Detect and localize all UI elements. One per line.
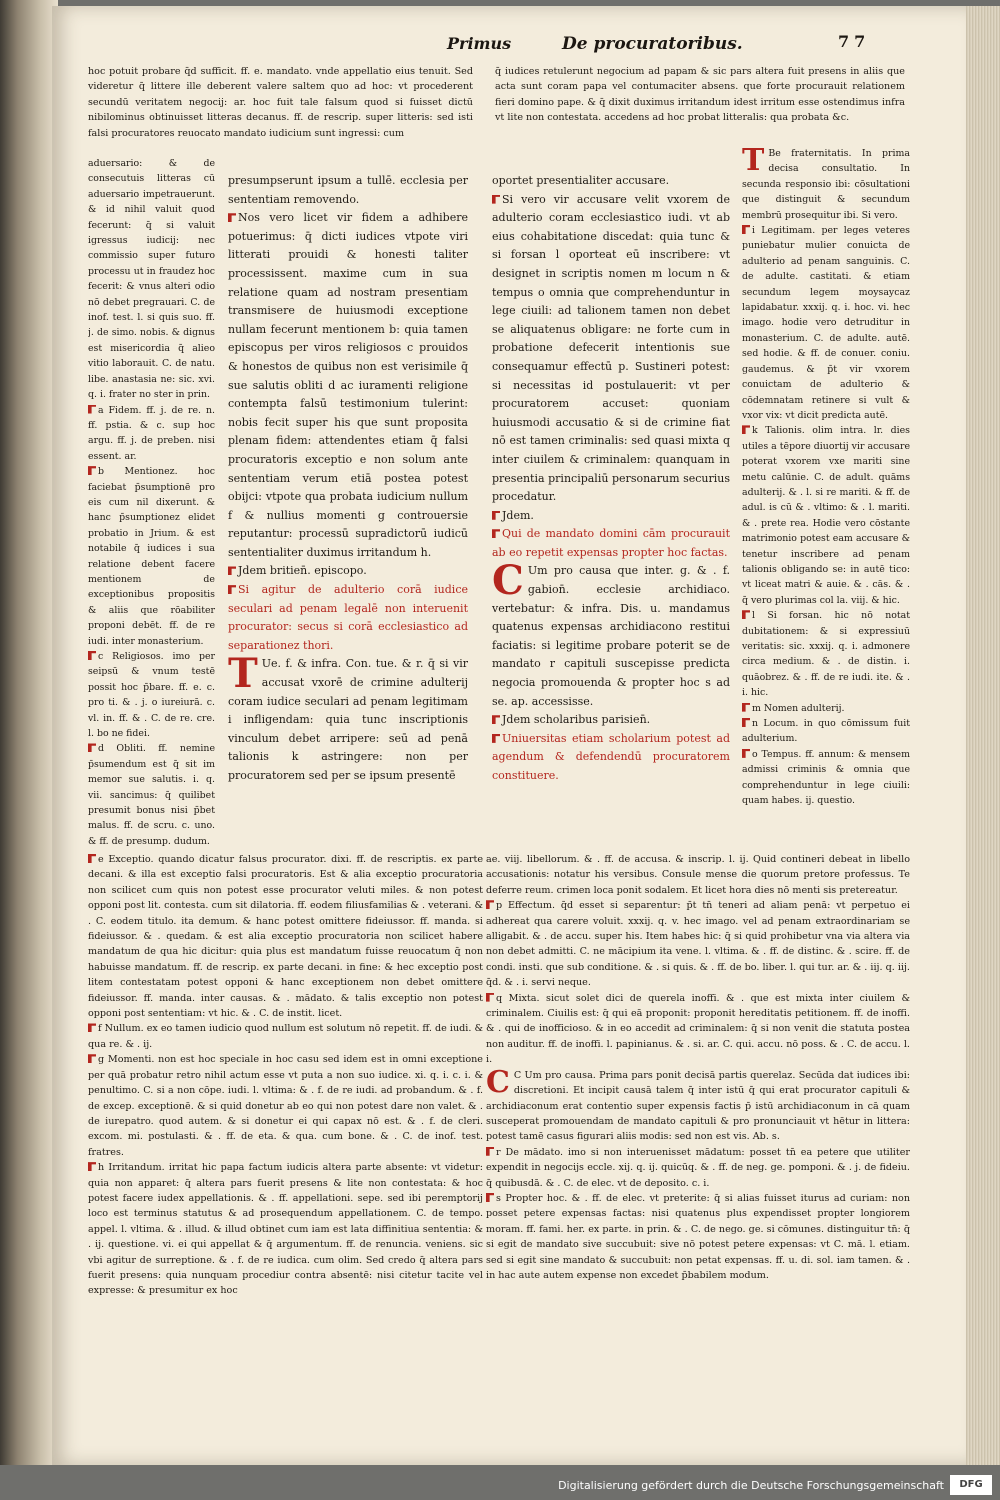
main-text-column-2 bbox=[492, 172, 730, 827]
paragraph-mark-icon bbox=[88, 743, 96, 752]
running-head-title: De procuratoribus. bbox=[562, 34, 743, 54]
margin-note bbox=[742, 608, 910, 700]
margin-note bbox=[742, 716, 910, 747]
margin-note: aduersario: & de consecutuis litteras cū aduersario impetrauerunt. & id nihil valuit quod fecerunt: q̄ si valuit igressus iudicij: nec commissio super futuro processu ut in fraudez hoc fecerit: & vnus alteri odio nō debet pregrauari. C. de inof. test. l. si quis suo. ff. j. de simo. nobis. & dignus est misericordia q̄ alieo vitio laborauit. C. de natu. libe. anastasia ne: sic. xvi. q. i. frater no ster in prin. bbox=[88, 158, 215, 401]
text-paragraph bbox=[492, 557, 730, 711]
funding-credit: Digitalisierung gefördert durch die Deutsche Forschungsgemeinschaft bbox=[558, 1479, 944, 1492]
paragraph-mark-icon bbox=[486, 993, 494, 1002]
paragraph-mark-icon bbox=[492, 734, 500, 743]
text-paragraph: oportet presentialiter accusare. bbox=[492, 174, 670, 187]
running-head-left: Primus bbox=[447, 34, 512, 53]
folio-number: 77 bbox=[838, 32, 871, 51]
rubric-heading bbox=[228, 581, 468, 655]
bottom-gloss-left bbox=[88, 852, 483, 1412]
initial-letter-icon: T bbox=[742, 146, 765, 178]
paragraph-mark-icon bbox=[492, 715, 500, 724]
text-paragraph bbox=[492, 507, 730, 526]
margin-note-text: b Mentionez. hoc faciebat p̄sumptionē pro eis cum nil dixerunt. & hanc p̄sumptionez elidet probatio in Jrium. & est notabile q̄ iudices i sua relatione debent facere mentionem de exceptionibus propositis & aliis que rōabiliter proponi debēt. ff. de re iudi. inter monasterium. bbox=[88, 466, 215, 647]
paragraph-mark-icon bbox=[742, 703, 750, 712]
paragraph-mark-icon bbox=[228, 585, 236, 594]
gloss-paragraph: ae. viij. libellorum. & . ff. de accusa. & inscrip. l. ij. Quid contineri debeat in libello accusationis: notatur his versibus. Consule mense die quorum pretore professus. Te deferre reum. crimen loca ponit sodalem. Et licet hora dies nō menti sis pretereatur. bbox=[486, 854, 910, 896]
running-head bbox=[52, 28, 970, 62]
margin-note bbox=[88, 741, 215, 849]
margin-note-text: Be fraternitatis. In prima decisa consultatio. In secunda responsio ibi: cōsultationi que distinguit & secundum membrū prosequitur ibi. Si vero. bbox=[742, 148, 910, 221]
margin-note-text: a Fidem. ff. j. de re. n. ff. pstia. & c. sup hoc argu. ff. j. de preben. nisi essent. ar. bbox=[88, 404, 215, 462]
gloss-paragraph: q̄ iudices retulerunt negocium ad papam & sic pars altera fuit presens in aliis que acta sunt coram papa vel contumaciter absens. que forte procurauit relationem fieri domino pape. & q̄ dixit duximus irritandum idest irritum esse ostendimus infra vt lite non contestata. accedens ad hoc probat litteralis: qua probata &c. bbox=[495, 66, 905, 124]
gloss-paragraph bbox=[486, 1191, 910, 1283]
paragraph-mark-icon bbox=[228, 566, 236, 575]
paragraph-mark-icon bbox=[88, 466, 96, 475]
margin-note-text: d Obliti. ff. nemine p̄sumendum est q̄ sit im memor sue salutis. i. q. vii. sancimus: q̄ quilibet presumit bonus nisi p̄bet malus. ff. de scru. c. uno. & ff. de presump. dudum. bbox=[88, 743, 215, 847]
paragraph-mark-icon bbox=[742, 749, 750, 758]
initial-letter: C bbox=[492, 557, 524, 605]
right-margin-gloss bbox=[742, 146, 910, 851]
text-paragraph-body: Si vero vir accusare velit vxorem de adulterio coram ecclesiastico iudi. vt ab eius cohabitatione discedat: quia tunc & si forsan l oporteat eū inscribere: vt designet in scriptis nomen m locum n & tempus o omnia que comprehenduntur in lege ciuili: ad talionem tamen non debet se aliquatenus obligare: ne forte cum in probatione defecerit intentionis sue consequamur effectū p. Sustineri potest: si necessitas id postulauerit: vt per procuratorem accuset: quoniam huiusmodi accusatio & si de crimine fiat nō est tamen criminalis: sed quasi mixta q inter ciuilem & criminalem: quanquam in presentia principaliū personarum securius procedatur. bbox=[492, 192, 730, 504]
gloss-paragraph-text: r De mādato. imo si non interuenisset mādatum: posset tn̄ ea petere que utiliter expendit in negocijs eccle. xij. q. ij. quicūq. & . ff. de neg. ge. pomponi. & . j. de fideiu. q̄ quibusdā. & . C. de elec. vt de deposito. c. i. bbox=[486, 1146, 910, 1189]
bottom-gloss-right bbox=[486, 852, 910, 1412]
dfg-logo[interactable]: DFG bbox=[950, 1475, 992, 1495]
text-paragraph bbox=[228, 650, 468, 785]
gloss-paragraph-text: q Mixta. sicut solet dici de querela inoffi. & . que est mixta inter ciuilem & criminalem. Ciuilis est: q̄ qui eā proponit: proponit hereditatis petitionem. ff. de inoffi. & . qui de inofficioso. & in eo accedit ad criminalem: q̄ si non venit die statuta postea non auditur. ff. de inoffi. l. papinianus. & . si. ar. C. qui. accu. nō poss. & . C. de accu. l. i. bbox=[486, 992, 910, 1066]
margin-note-text: i Legitimam. per leges veteres puniebatur mulier conuicta de adulterio ad penam sanguinis. C. de adulte. castitati. & etiam secundum legem moysaycaz lapidabatur. xxxij. q. i. hoc. vi. hec imago. hodie vero detruditur in monasterium. C. de adulte. autē. sed hodie. & ff. de conuer. coniu. gaudemus. & p̄t vir vxorem conuictam de adulterio & cōdemnatam retinere si vult & vxor vix: vt dicit predicta autē. bbox=[742, 225, 910, 421]
gloss-paragraph bbox=[486, 1145, 910, 1191]
margin-note-text: n Locum. in quo cōmissum fuit adulterium. bbox=[742, 718, 910, 745]
margin-note bbox=[742, 423, 910, 608]
paragraph-mark-icon bbox=[492, 529, 500, 538]
gloss-paragraph-text: f Nullum. ex eo tamen iudicio quod nullum est solutum nō repetit. ff. de iudi. & qua re. & . ij. bbox=[88, 1023, 483, 1050]
rubric-heading-text: Qui de mandato domini cām procurauit ab eo repetit expensas propter hoc factas. bbox=[492, 527, 730, 559]
margin-note bbox=[742, 747, 910, 809]
text-paragraph-body: Jdem scholaribus parisien̄. bbox=[502, 713, 651, 727]
margin-note-text: c Religiosos. imo per seipsū & vnum testē possit hoc p̄bare. ff. e. c. pro ti. & . j. o iureiurā. c. vl. in. ff. & . C. de re. cre. l. bo ne fidei. bbox=[88, 651, 215, 740]
text-paragraph-body: Um pro causa que inter. g. & . f. gabion̄. ecclesie archidiaco. vertebatur: & infra. Dis. u. mandamus quatenus expensas archidiacono restitui faciatis: si legitime probare poterit se de mandato r capituli suscepisse predicta negocia promouenda & propter hoc s ad se. ap. accessisse. bbox=[492, 564, 730, 708]
margin-note-text: k Talionis. olim intra. lr. dies utiles a tēpore diuortij vir accusare poterat vxorem vxe mariti sine metu calūnie. C. de adult. quāms adulterij. & . l. si re mariti. & ff. de adul. is cū & . vltimo: & . l. mariti. & . prete rea. Hodie vero cōstante matrimonio potest eam accusare & tenetur inscribere ad penam talionis obligando se: in autē tico: vt liceat matri & auie. & . cās. & . q̄ vero plurimas col la. viij. & hic. bbox=[742, 425, 910, 606]
rubric-heading bbox=[492, 525, 730, 562]
gloss-paragraph bbox=[88, 1052, 483, 1160]
digitization-footer bbox=[0, 1471, 1000, 1500]
book-page bbox=[52, 6, 970, 1465]
paragraph-mark-icon bbox=[492, 511, 500, 520]
gloss-paragraph-text: C Um pro causa. Prima pars ponit decisā partis querelaz. Secūda dat iudices ibi: discretioni. Et incipit causā talem q̄ inter istū q̄ qui erat procurator capituli & archidiaconum erat contentio super expensis factis p̄ istū archidiaconum in cā quam susceperat promouendam de mandato capituli & pro pronunciauit vt hētur in littera: potest tamē casus figurari aliis modis: sed non est vis. Ab. s. bbox=[486, 1069, 910, 1143]
paragraph-mark-icon bbox=[486, 1193, 494, 1202]
paragraph-mark-icon bbox=[88, 405, 96, 414]
previous-page-edge bbox=[0, 0, 58, 1465]
text-paragraph-body: Jdem. bbox=[502, 508, 534, 522]
text-paragraph-body: Jdem britien̄. episcopo. bbox=[238, 564, 367, 578]
paragraph-mark-icon bbox=[88, 1054, 96, 1063]
paragraph-mark-icon bbox=[742, 425, 750, 434]
text-paragraph: presumpserunt ipsum a tullē. ecclesia per sententiam removendo. bbox=[228, 174, 468, 206]
paragraph-mark-icon bbox=[228, 213, 236, 222]
margin-note bbox=[742, 223, 910, 423]
top-gloss-left bbox=[88, 64, 473, 156]
margin-note-text: l Si forsan. hic nō notat dubitationem: & si expressiuū veritatis: sic. xxxij. q. i. admonere circa medium. & . de distin. i. quāobrez. & . ff. de re iudi. ite. & . i. hic. bbox=[742, 610, 910, 699]
rubric-heading bbox=[492, 730, 730, 786]
paragraph-mark-icon bbox=[486, 900, 494, 909]
left-margin-gloss bbox=[88, 156, 215, 856]
margin-note bbox=[742, 146, 910, 223]
gloss-paragraph-text: g Momenti. non est hoc speciale in hoc casu sed idem est in omni exceptione per quā probatur retro nihil actum esse vt puta a non suo iudice. xi. q. i. c. i. & penultimo. C. si a non cōpe. iudi. l. vltima: & . f. de re iudi. ad probandum. & . f. de excep. exceptionē. & si quid donetur ab eo qui non potest dare non valet. & . de iurepatro. quod autem. & si donetur ei qui capax nō est. & . f. de cleri. excom. mi. postulasti. & . ff. de eta. & qua. cum bone. & . C. de inof. test. fratres. bbox=[88, 1054, 483, 1158]
gloss-paragraph-text: h Irritandum. irritat hic papa factum iudicis altera parte absente: vt videtur: quia non apparet: q̄ altera pars fuerit presens & lite non contestata: & hoc potest facere iudex appellationis. & . ff. appellationi. sepe. sed ibi peremptorij loco est terminus statutus & ad prosequendum appellationem. C. de tempo. appel. l. vltima. & . illud. & illud obtinet cum iam est lata diffinitiua sententia: & . ij. questione. vi. ei qui appellat & q̄ argumentum. ff. de renuncia. veniens. sic vbi agitur de surreptione. & . f. de re iudica. cum olim. Sed credo q̄ altera pars fuerit presens: quia nunquam procediur contra absentē: nisi citetur tacite vel expresse: & presumitur ex hoc bbox=[88, 1162, 483, 1297]
gloss-paragraph bbox=[486, 1064, 910, 1145]
rubric-heading-text: Si agitur de adulterio corā iudice seculari ad penam legalē non interuenit procurator: secus si corā ecclesiastico ad separationez thori. bbox=[228, 583, 468, 652]
text-paragraph bbox=[228, 562, 468, 581]
top-gloss-right bbox=[495, 64, 905, 156]
margin-note bbox=[88, 464, 215, 649]
page-fore-edge bbox=[966, 6, 1000, 1465]
text-paragraph-body: Ue. f. & infra. Con. tue. & r. q̄ si vir accusat vxorē de crimine adulterij coram iudice seculari ad penam legitimam i infligendam: quia tunc inscriptionis vinculum debet arripere: seū ad penā talionis k astringere: non per procuratorem sed per se ipsum presentē bbox=[228, 657, 468, 782]
paragraph-mark-icon bbox=[742, 225, 750, 234]
paragraph-mark-icon bbox=[88, 1023, 96, 1032]
gloss-paragraph bbox=[88, 852, 483, 1021]
paragraph-mark-icon bbox=[742, 610, 750, 619]
paragraph-mark-icon bbox=[88, 651, 96, 660]
paragraph-mark-icon bbox=[88, 854, 96, 863]
gloss-paragraph-text: s Propter hoc. & . ff. de elec. vt preterite: q̄ si alias fuisset iturus ad curiam: non posset petere expensas factas: nisi quatenus plus expendisset propter longiorem moram. ff. fami. her. ex parte. in prin. & . C. de nego. ge. si cōmunes. distinguitur tn̄: q̄ si egit de mandato sive succubuit: sive nō potest petere expensas: vt C. mā. l. etiam. sed si egit sine mandato & succubuit: non petat expensas. ff. u. di. sol. iam tamen. & . in hac aute autem expense non excedet p̄babilem modum. bbox=[486, 1192, 910, 1281]
gloss-paragraph bbox=[88, 1160, 483, 1299]
margin-note bbox=[88, 649, 215, 741]
gloss-paragraph-text: p Effectum. q̄d esset si separentur: p̄t tn̄ teneri ad aliam penā: vt perpetuo ei adhereat qua carere voluit. xxxij. q. v. hec imago. vel ad penam extraordinariam se alligabit. & . de accu. super his. Item habes hic: q̄ si quid prohibetur vna via altera via non debet admitti. C. ne mācipium ita vene. l. vltima. & . ff. de distinc. & . scire. ff. de condi. insti. que sub conditione. & . si quis. & . ff. de bo. liber. l. qui tur. ar. & . iij. q. iij. q̄d. & . i. servi neque. bbox=[486, 900, 910, 989]
initial-letter-icon: C bbox=[486, 1064, 510, 1100]
paragraph-mark-icon bbox=[88, 1162, 96, 1171]
initial-letter: T bbox=[228, 650, 258, 698]
text-paragraph bbox=[492, 191, 730, 507]
gloss-paragraph bbox=[486, 991, 910, 1068]
margin-note bbox=[742, 701, 910, 716]
main-text-column-1 bbox=[228, 172, 468, 852]
paragraph-mark-icon bbox=[492, 195, 500, 204]
gloss-paragraph: hoc potuit probare q̄d sufficit. ff. e. mandato. vnde appellatio eius tenuit. Sed videretur q̄ littere ille deberent valere saltem quo ad hoc: vt procederent secundū veritatem negocij: ar. hoc fuit tale falsum quod si fuisset dictū nibilominus obtinuisset litteras decanus. ff. de rescrip. super litteris: sed isti falsi procuratores reuocato mandato iudicium sunt ingressi: cum bbox=[88, 66, 473, 139]
margin-note-text: o Tempus. ff. annum: & mensem admissi criminis & omnia que comprehenduntur in lege ciuili: quam habes. ij. questio. bbox=[742, 748, 910, 807]
paragraph-mark-icon bbox=[742, 718, 750, 727]
gloss-paragraph bbox=[88, 1021, 483, 1052]
margin-note-text: m Nomen adulterij. bbox=[752, 702, 845, 714]
paragraph-mark-icon bbox=[486, 1147, 494, 1156]
text-paragraph bbox=[228, 209, 468, 562]
gloss-paragraph bbox=[486, 898, 910, 990]
text-paragraph bbox=[492, 711, 730, 730]
gloss-paragraph-text: e Exceptio. quando dicatur falsus procurator. dixi. ff. de rescriptis. ex parte decani. & illa est exceptio falsi procuratoris. Est & alia exceptio procuratoria non scilicet cum quis non potest esse procurator veluti miles. & non potest opponi post lit. contesta. cum sit dilatoria. ff. eodem filiusfamilias & . veterani. & . C. eodem titulo. ita demum. & hanc potest omittere fideiussor. ff. manda. si fideiussor. & . quedam. & est alia exceptio procuratoria non scilicet habere mandatum de qua hic dicitur: quia plus est mandatum fuisse reuocatum q̄ non habuisse mandatum. ff. de rescrip. ex parte decani. in fine: & hec exceptio post litem contestatam potest opponi & hanc exceptionem non debet omittere fideiussor. ff. manda. inter causas. & . mādato. & talis exceptio non potest opponi post sententiam: vt hic. & . C. de instit. licet. bbox=[88, 854, 483, 1020]
text-paragraph-body: Nos vero licet vir fidem a adhibere potuerimus: q̄ dicti iudices vtpote viri litterati prouidi & honesti taliter processissent. maxime cum in sua relatione quam ad nostram presentiam transmisere de huiusmodi exceptione nullam fecerunt mentionem b: quia tamen episcopus per viros religiosos c prouidos & honestos de quibus non est verisimile q̄ sue salutis obliti d ac iuramenti religione contempta falsū testimonium tulerint: nobis fecit super his que sunt proposita plenam fidem: attendentes etiam q̄ falsi procuratoris exceptio e non solum ante sententiam verum etiā postea potest obijci: vtpote qua probata iudicium nullum f & nullius momenti g controuersie reputantur: processū supradictorū iudicū sententialiter duximus irritandum h. bbox=[228, 211, 468, 559]
margin-note bbox=[88, 403, 215, 465]
rubric-heading-text: Uniuersitas etiam scholarium potest ad agendum & defendendū procuratorem constituere. bbox=[492, 731, 730, 782]
